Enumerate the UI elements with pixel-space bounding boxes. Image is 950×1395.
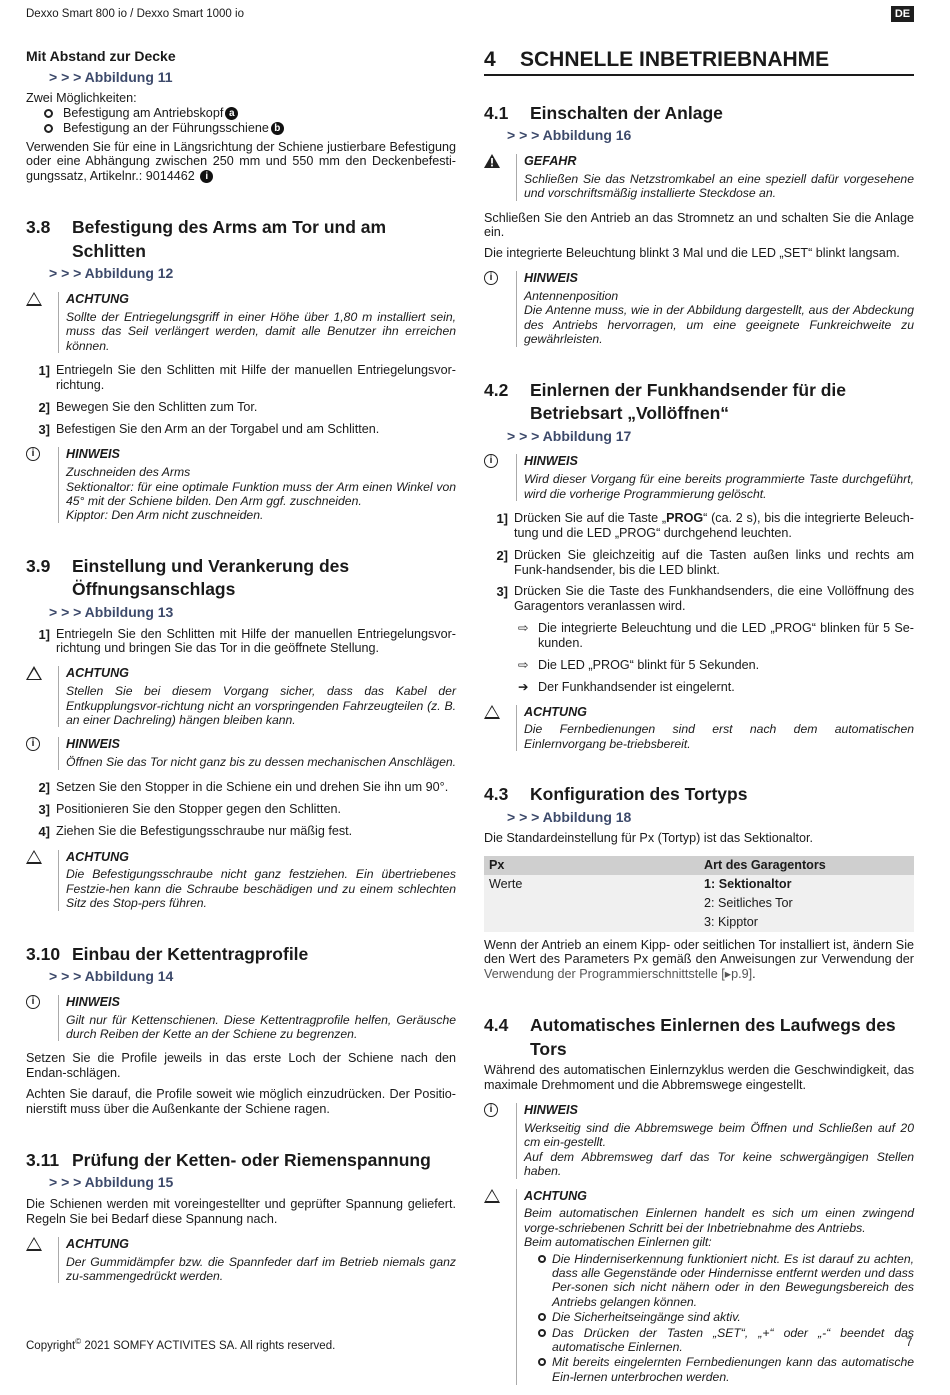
right-column xyxy=(484,48,914,1395)
page-ref-arrow-icon: ▸ xyxy=(724,967,732,982)
left-column xyxy=(26,48,456,1293)
hint-note: i HINWEIS Antennenposition Die Antenne muss, wie in der Abbildung dargestellt, aus der Abdeckung des Antriebs hervorragen, um eine geeignete Funkreichweite zu gewährleisten. xyxy=(484,271,914,346)
warning-triangle-icon xyxy=(26,292,42,306)
section-heading-4-2: 4.2 Einlernen der Funkhandsender für die Betriebsart „Vollöffnen“ xyxy=(484,379,847,424)
section-heading-4-3: 4.3 Konfiguration des Tortyps xyxy=(484,784,748,805)
ceiling-options xyxy=(26,106,456,136)
figure-ref-15[interactable]: > > > Abbildung 15 xyxy=(49,1174,174,1191)
info-icon: i xyxy=(26,995,40,1009)
result-item: ➔ Der Funkhandsender ist eingelernt. xyxy=(518,679,735,694)
list-item: 3] Positionieren Sie den Stopper gegen den Schlitten. xyxy=(38,801,341,817)
caution-note: ACHTUNG Die Befestigungsschraube nicht ganz festziehen. Ein übertriebenes Festzie-hen kann die Schraube beschädigen und zu einem schlechten Sitz des Stop-pers führen. xyxy=(26,850,456,911)
paragraph: Setzen Sie die Profile jeweils in das erste Loch der Schiene nach den Endan-schlägen. xyxy=(26,1051,456,1081)
bullet-icon xyxy=(44,124,53,133)
figure-ref-17[interactable]: > > > Abbildung 17 xyxy=(507,427,632,444)
paragraph: Die integrierte Beleuchtung blinkt 3 Mal und die LED „SET“ blinkt langsam. xyxy=(484,246,900,261)
table-row: Werte 1: Sektionaltor 2: Seitliches Tor 3: Kipptor xyxy=(484,875,914,932)
ceiling-heading: Mit Abstand zur Decke xyxy=(26,48,176,64)
paragraph: Während des automatischen Einlernzyklus werden die Geschwindigkeit, das maximale Drehmoment und die Abbremswege eingestellt. xyxy=(484,1063,914,1093)
info-icon: i xyxy=(484,454,498,468)
page-number: 7 xyxy=(906,1337,913,1349)
list-item: Das Drücken der Tasten „SET“, „+“ oder „-“ beendet das automatische Einlernen. xyxy=(538,1326,914,1355)
list-item: 2] Bewegen Sie den Schlitten zum Tor. xyxy=(38,399,258,415)
list-item: Befestigung am Antriebskopf a xyxy=(44,106,456,121)
list-item: 2] Drücken Sie gleichzeitig auf die Tasten außen links und rechts am Funk-handsender, bis die LED blinkt. xyxy=(496,547,914,577)
hint-note: i HINWEIS Öffnen Sie das Tor nicht ganz bis zu dessen mechanischen Anschlägen. xyxy=(26,737,456,769)
figure-ref-11[interactable]: > > > Abbildung 11 xyxy=(49,68,173,85)
paragraph: Achten Sie darauf, die Profile soweit wie möglich einzudrücken. Der Positio-nierstift muss über die Außenkante der Schiene ragen. xyxy=(26,1087,456,1116)
figure-ref-16[interactable]: > > > Abbildung 16 xyxy=(507,127,632,144)
cross-reference-link[interactable]: Verwendung der Programmierschnittstelle [▸p.9] xyxy=(484,967,753,982)
warning-triangle-icon xyxy=(26,850,42,864)
result-item: ⇨ Die LED „PROG“ blinkt für 5 Sekunden. xyxy=(518,657,760,672)
warning-triangle-icon xyxy=(484,705,500,719)
section-heading-3-9: 3.9 Einstellung und Verankerung des Öffnungsanschlags xyxy=(26,555,350,600)
section-heading-4-1: 4.1 Einschalten der Anlage xyxy=(484,102,723,123)
table-header: Art des Garagentors xyxy=(699,856,914,875)
bullet-icon xyxy=(44,109,53,118)
caution-note: ACHTUNG Stellen Sie bei diesem Vorgang sicher, dass das Kabel der Entkupplungsvor-richtung nicht an vorspringenden Fahrzeugteilen (z. B. an einer Dachreling) hängen bleiben kann. xyxy=(26,666,456,727)
paragraph: Schließen Sie den Antrieb an das Stromnetz an und schalten Sie die Anlage ein. xyxy=(484,210,914,240)
paragraph: Die Schienen werden mit voreingestellter und geprüfter Spannung geliefert. Regeln Sie bei Bedarf diese Spannung nach. xyxy=(26,1196,456,1226)
info-callout-icon: i xyxy=(200,170,213,183)
danger-note: GEFAHR Schließen Sie das Netzstromkabel an eine speziell dafür vorgesehene und vorschriftsmäßig installierte Steckdose an. xyxy=(484,154,914,201)
door-type-table xyxy=(484,856,914,931)
list-item: 3] Drücken Sie die Taste des Funkhandsenders, die eine Vollöffnung des Garagentors veranlassen wird. xyxy=(496,584,914,614)
paragraph: Wenn der Antrieb an einem Kipp- oder seitlichen Tor installiert ist, ändern Sie den Wert des Parameters Px gemäß den Anweisungen zur Verwendung der Verwendung der Programmierschnittstelle [▸p.9]. xyxy=(484,937,914,982)
figure-ref-18[interactable]: > > > Abbildung 18 xyxy=(507,808,632,825)
figure-ref-12[interactable]: > > > Abbildung 12 xyxy=(49,265,174,282)
caution-note: ACHTUNG Die Fernbedienungen sind erst nach dem automatischen Einlernvorgang be-triebsbereit. xyxy=(484,705,914,752)
steps-3-8 xyxy=(26,363,456,437)
bullet-icon xyxy=(538,1329,546,1337)
language-badge: DE xyxy=(891,6,914,22)
copyright-footer: Copyright© 2021 SOMFY ACTIVITES SA. All rights reserved. xyxy=(26,1337,336,1352)
section-heading-3-8: 3.8 Befestigung des Arms am Tor und am Schlitten xyxy=(26,217,387,261)
final-arrow-icon: ➔ xyxy=(518,679,529,694)
bullet-icon xyxy=(538,1358,546,1366)
bullet-icon xyxy=(538,1255,546,1263)
hint-note: i HINWEIS Gilt nur für Kettenschienen. Diese Kettentragprofile helfen, Geräusche durch Reiben der Kette an der Schiene zu begrenzen. xyxy=(26,995,456,1042)
caution-note: ACHTUNG Sollte der Entriegelungsgriff in einer Höhe über 1,80 m installiert sein, muss das Seil verlängert werden, damit alle Benutzer ihn erreichen können. xyxy=(26,292,456,353)
section-heading-3-10: 3.10 Einbau der Kettentragprofile xyxy=(26,943,309,964)
section-heading-3-11: 3.11 Prüfung der Ketten- oder Riemenspannung xyxy=(26,1149,431,1170)
warning-triangle-icon xyxy=(26,666,42,680)
info-icon: i xyxy=(484,271,498,285)
result-item: ⇨ Die integrierte Beleuchtung und die LED „PROG“ blinken für 5 Se-kunden. xyxy=(518,621,914,650)
list-item: Mit bereits eingelernten Fernbedienungen kann das automatische Ein-lernen unterbrochen werden. xyxy=(538,1355,914,1384)
warning-triangle-icon xyxy=(26,1237,42,1251)
info-icon: i xyxy=(26,737,40,751)
list-item: 3] Befestigen Sie den Arm an der Torgabel und am Schlitten. xyxy=(38,422,380,438)
running-header: Dexxo Smart 800 io / Dexxo Smart 1000 io xyxy=(26,8,244,20)
info-icon: i xyxy=(26,447,40,461)
info-icon: i xyxy=(484,1103,498,1117)
list-item: 4] Ziehen Sie die Befestigungsschraube nur mäßig fest. xyxy=(38,824,353,840)
list-item: Die Sicherheitseingänge sind aktiv. xyxy=(538,1310,914,1324)
list-item: 1] Entriegeln Sie den Schlitten mit Hilfe der manuellen Entriegelungsvor-richtung. xyxy=(38,362,456,392)
bullet-icon xyxy=(538,1313,546,1321)
danger-triangle-icon xyxy=(484,154,500,168)
list-item: 2] Setzen Sie den Stopper in die Schiene ein und drehen Sie ihn um 90°. xyxy=(38,779,449,795)
hint-note: i HINWEIS Zuschneiden des Arms Sektionaltor: für eine optimale Funktion muss der Arm einen Winkel von 45° mit der Schiene bilden. Den Arm ggf. zuschneiden. Kipptor: Den Arm nicht zuschneiden. xyxy=(26,447,456,522)
caution-note: ACHTUNG Beim automatischen Einlernen handelt es sich um einen zwingend vorge-schriebenen Schritt bei der Inbetriebnahme des Antriebs. Beim automatischen Einlernen gilt: Die Hinderniserkennung funktioniert nicht. Es ist darauf zu achten, dass alle Gegenstände oder Hindernisse entfernt werden und dass Per-sonen sich nicht nähern oder in den Bewegungsbereich des Antriebs gelangen können. Die Sicherheitseingänge sind aktiv. Das Drücken der Tasten „SET“, „+“ oder „-“ beendet das automatische Einlernen. Mit bereits eingelernten Fernbedienungen kann das automatische Ein-lernen unterbrochen werden. xyxy=(484,1189,914,1386)
list-item: 1] Drücken Sie auf die Taste „PROG“ (ca. 2 s), bis die integrierte Beleuch-tung und die LED „PROG“ durchgehend leuchten. xyxy=(496,510,914,540)
table-header: Px xyxy=(484,856,699,875)
section-heading-4-4: 4.4 Automatisches Einlernen des Laufwegs des Tors xyxy=(484,1015,896,1059)
hint-note: i HINWEIS Werkseitig sind die Abbremswege beim Öffnen und Schließen auf 20 cm ein-gestellt. Auf dem Abbremsweg darf das Tor keine schwergängigen Stellen haben. xyxy=(484,1103,914,1178)
ceiling-paragraph: Verwenden Sie für eine in Längsrichtung der Schiene justierbare Befestigung oder eine Abhängung zwischen 250 mm und 550 mm den Deckenbefesti-gungssatz, Artikelnr.: 9014462 i xyxy=(26,139,456,184)
list-item: Die Hinderniserkennung funktioniert nicht. Es ist darauf zu achten, dass alle Gegenstände oder Hindernisse entfernt werden und dass Per-sonen sich nicht nähern oder in den Bewegungsbereich des Antriebs gelangen können. xyxy=(538,1252,914,1310)
callout-b-icon: b xyxy=(271,122,284,135)
ceiling-intro: Zwei Möglichkeiten: xyxy=(26,91,137,106)
warning-triangle-icon xyxy=(484,1189,500,1203)
chapter-heading-4: 4 SCHNELLE INBETRIEBNAHME xyxy=(484,48,914,76)
figure-ref-13[interactable]: > > > Abbildung 13 xyxy=(49,604,174,621)
steps-3-9 xyxy=(26,780,456,840)
paragraph: Die Standardeinstellung für Px (Tortyp) ist das Sektionaltor. xyxy=(484,831,813,846)
caution-note: ACHTUNG Der Gummidämpfer bzw. die Spannfeder darf im Betrieb niemals ganz zu-sammengedrückt werden. xyxy=(26,1237,456,1284)
hint-note: i HINWEIS Wird dieser Vorgang für eine bereits programmierte Taste durchgeführt, wird die vorherige Programmierung gelöscht. xyxy=(484,454,914,501)
list-item: 1] Entriegeln Sie den Schlitten mit Hilfe der manuellen Entriegelungsvor-richtung und bringen Sie das Tor in die geöffnete Stellung. xyxy=(38,626,456,656)
figure-ref-14[interactable]: > > > Abbildung 14 xyxy=(49,968,174,985)
list-item: Befestigung an der Führungsschiene b xyxy=(44,121,456,136)
callout-a-icon: a xyxy=(225,107,238,120)
result-arrow-icon: ⇨ xyxy=(518,657,529,672)
result-arrow-icon: ⇨ xyxy=(518,621,529,636)
